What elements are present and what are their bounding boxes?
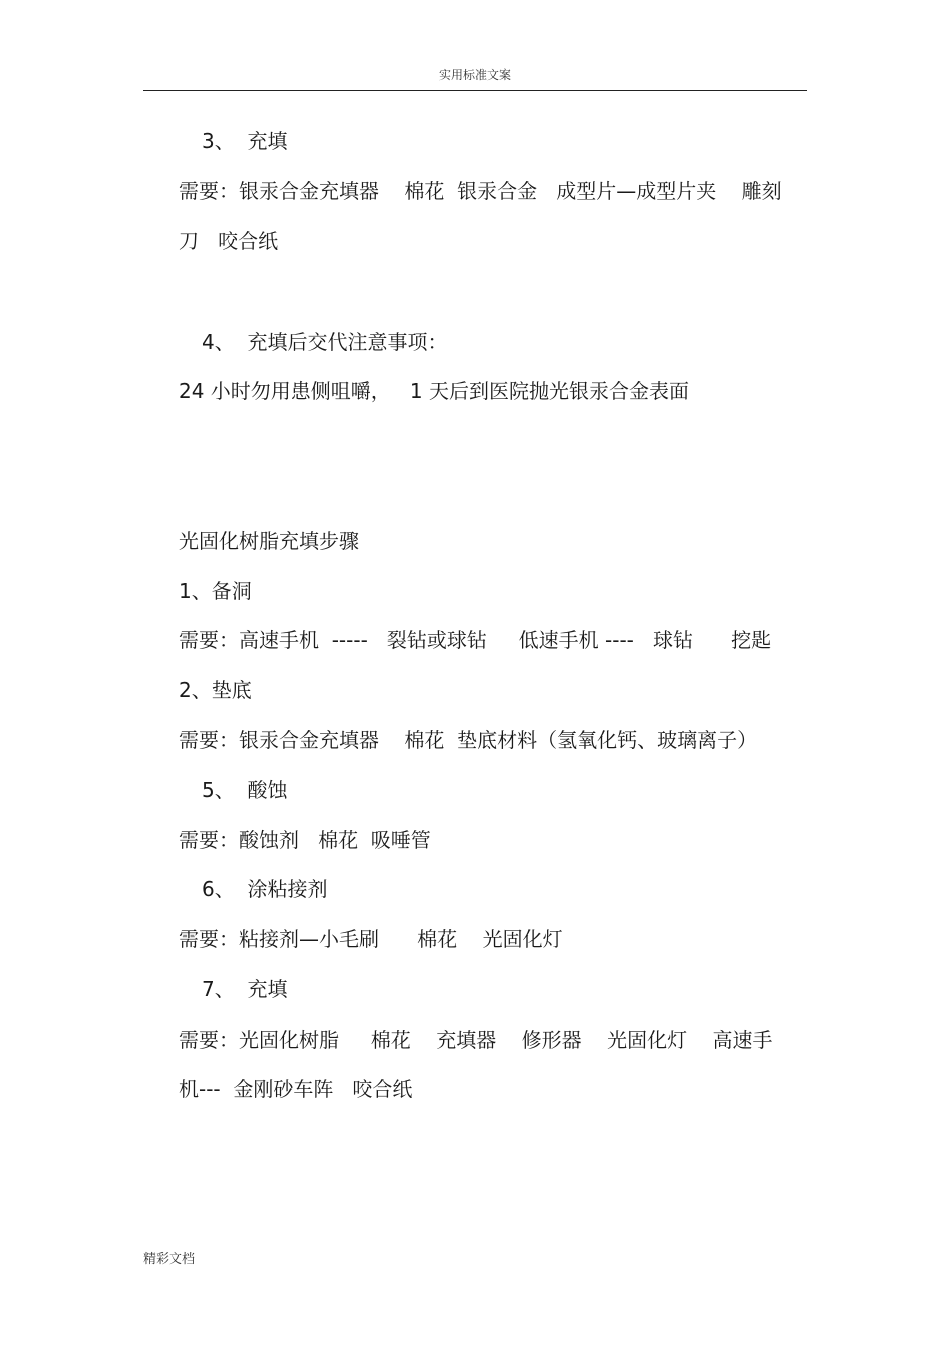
- step-4-notes: 24 小时勿用患侧咀嚼， 1 天后到医院抛光银汞合金表面: [179, 379, 689, 403]
- header-divider: [143, 90, 807, 91]
- step-6-requirements: 需要：粘接剂—小毛刷 棉花 光固化灯: [179, 927, 563, 951]
- step-4-heading: 4、 充填后交代注意事项：: [202, 330, 448, 354]
- step-3-requirements: 需要：银汞合金充填器 棉花 银汞合金 成型片—成型片夹 雕刻: [179, 179, 782, 203]
- step-5-heading: 5、 酸蚀: [202, 778, 288, 802]
- page-footer-text: 精彩文档: [143, 1252, 196, 1267]
- step-2-requirements: 需要：银汞合金充填器 棉花 垫底材料（氢氧化钙、玻璃离子）: [179, 728, 758, 752]
- step-1-requirements: 需要：高速手机 ----- 裂钻或球钻 低速手机 ---- 球钻 挖匙: [179, 628, 772, 652]
- step-3-heading: 3、 充填: [202, 129, 288, 153]
- step-2-heading: 2、垫底: [179, 678, 252, 702]
- step-6-heading: 6、 涂粘接剂: [202, 877, 328, 901]
- step-1-heading: 1、备洞: [179, 579, 252, 603]
- step-7-requirements-cont: 机--- 金刚砂车阵 咬合纸: [179, 1077, 413, 1101]
- step-5-requirements: 需要：酸蚀剂 棉花 吸唾管: [179, 828, 431, 852]
- step-7-requirements: 需要：光固化树脂 棉花 充填器 修形器 光固化灯 高速手: [179, 1028, 773, 1052]
- page-header-title: 实用标准文案: [438, 68, 511, 82]
- step-3-requirements-cont: 刀 咬合纸: [179, 229, 279, 253]
- section-title: 光固化树脂充填步骤: [179, 529, 359, 553]
- step-7-heading: 7、 充填: [202, 977, 288, 1001]
